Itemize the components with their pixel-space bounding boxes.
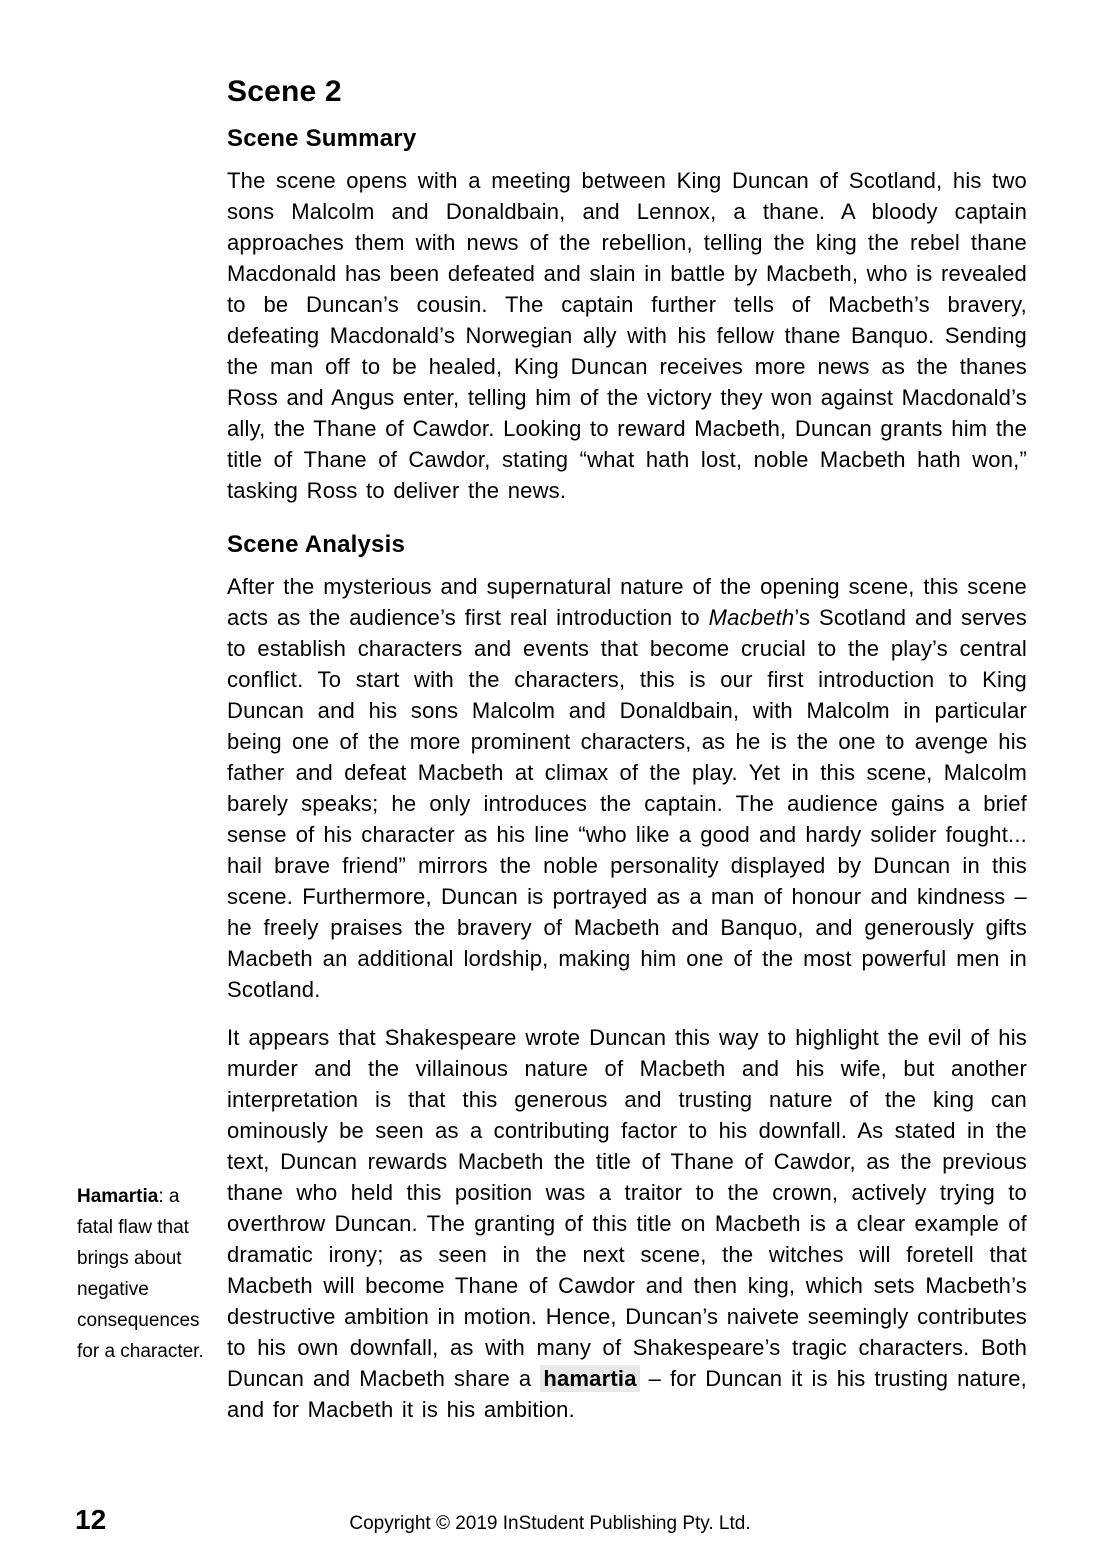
scene-summary-paragraph: The scene opens with a meeting between King Duncan of Scotland, his two sons Malcolm and Donaldbain, and Lennox, a thane. A bloody captain approaches them with news of the rebellion, telling the king the rebel thane Macdonald has been defeated and slain in battle by Macbeth, who is revealed to be Duncan’s cousin. The captain further tells of Macbeth’s bravery, defeating Macdonald’s Norwegian ally with his fellow thane Banquo. Sending the man off to be healed, King Duncan receives more news as the thanes Ross and Angus enter, telling him of the victory they won against Macdonald’s ally, the Thane of Cawdor. Looking to reward Macbeth, Duncan grants him the title of Thane of Cawdor, stating “what hath lost, noble Macbeth hath won,” tasking Ross to deliver the news. (227, 168, 1028, 503)
copyright-text: Copyright © 2019 InStudent Publishing Pty. Ltd. (349, 1513, 751, 1534)
scene-analysis-paragraph-2: It appears that Shakespeare wrote Duncan this way to highlight the evil of his murder and the villainous nature of Macbeth and his wife, but another interpretation is that this generous and trusting nature of the king can ominously be seen as a contributing factor to his downfall. As stated in the text, Duncan rewards Macbeth the title of Thane of Cawdor, as the previous thane who held this position was a traitor to the crown, actively trying to overthrow Duncan. The granting of this title on Macbeth is a clear example of dramatic irony; as seen in the next scene, the witches will foretell that Macbeth will become Thane of Cawdor and then king, which sets Macbeth’s destructive ambition in motion. Hence, Duncan’s naivete seemingly contributes to his own downfall, as with many of Shakespeare’s tragic characters. Both Duncan and Macbeth share a hamartia – for Duncan it is his trusting nature, and for Macbeth it is his ambition. (227, 1025, 1027, 1422)
scene-title: Scene 2 (227, 75, 342, 108)
main-column (227, 0, 1027, 1442)
scene-analysis-heading: Scene Analysis (227, 531, 406, 558)
scene-summary-heading: Scene Summary (227, 125, 417, 152)
scene-analysis-paragraph-1: After the mysterious and supernatural nature of the opening scene, this scene acts as the audience’s first real introduction to Macbeth’s Scotland and serves to establish characters and events that become crucial to the play’s central conflict. To start with the characters, this is our first introduction to King Duncan and his sons Malcolm and Donaldbain, with Malcolm in particular being one of the more prominent characters, as he is the one to avenge his father and defeat Macbeth at climax of the play. Yet in this scene, Malcolm barely speaks; he only introduces the captain. The audience gains a brief sense of his character as his line “who like a good and hardy solider fought... hail brave friend” mirrors the noble personality displayed by Duncan in this scene. Furthermore, Duncan is portrayed as a man of honour and kindness – he freely praises the bravery of Macbeth and Banquo, and generously gifts Macbeth an additional lordship, making him one of the most powerful men in Scotland. (227, 574, 1027, 1002)
margin-note-hamartia-definition: Hamartia: a fatal flaw that brings about negative consequences for a character. (77, 1186, 204, 1362)
page-number: 12 (75, 1504, 107, 1535)
